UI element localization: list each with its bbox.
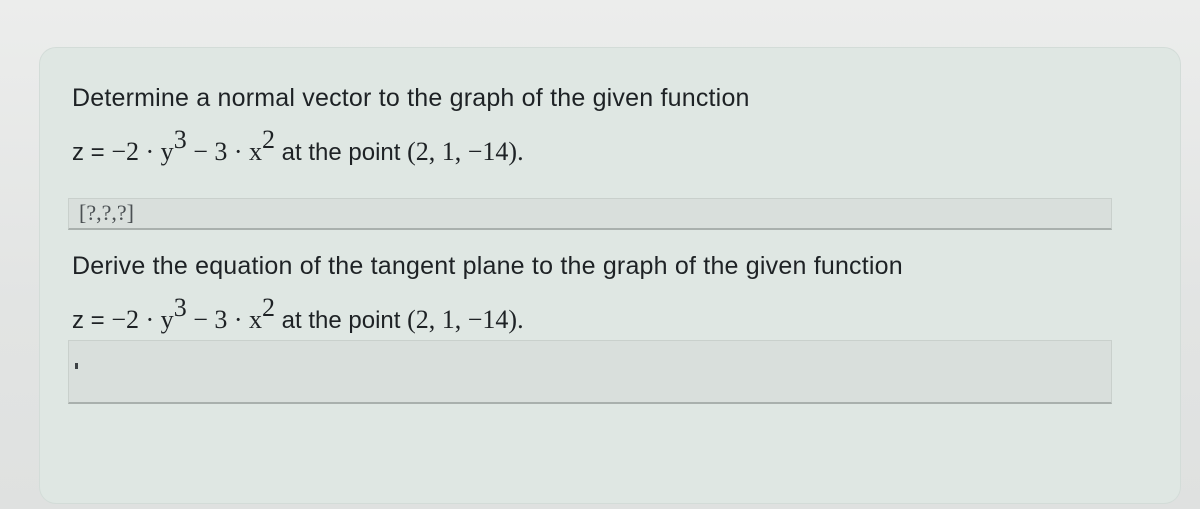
formula-period: . (517, 137, 524, 166)
question-2-prompt: Derive the equation of the tangent plane to the graph of the given function (72, 252, 903, 280)
formula-point-label: at the point (275, 307, 408, 334)
exponent-x: 2 (262, 125, 276, 154)
formula-term-y: −2 · y (111, 137, 174, 166)
formula-term-y: −2 · y (111, 305, 174, 334)
exponent-x: 2 (262, 293, 276, 322)
formula-point: (2, 1, −14) (407, 137, 518, 166)
question-2-formula (72, 293, 524, 335)
formula-prefix: z = (72, 307, 112, 334)
question-1-formula (72, 125, 524, 167)
formula-period: . (517, 305, 524, 334)
answer-1-input[interactable] (68, 198, 1112, 230)
formula-point-label: at the point (275, 139, 408, 166)
answer-2-input[interactable] (68, 340, 1112, 404)
formula-prefix: z = (72, 139, 112, 166)
exponent-y: 3 (173, 125, 187, 154)
exponent-y: 3 (173, 293, 187, 322)
formula-term-x: − 3 · x (186, 305, 263, 334)
text-cursor (75, 363, 78, 369)
answer-1-value: [?,?,?] (79, 200, 134, 225)
formula-point: (2, 1, −14) (407, 305, 518, 334)
question-1-prompt: Determine a normal vector to the graph of the given function (72, 84, 750, 112)
formula-term-x: − 3 · x (186, 137, 263, 166)
